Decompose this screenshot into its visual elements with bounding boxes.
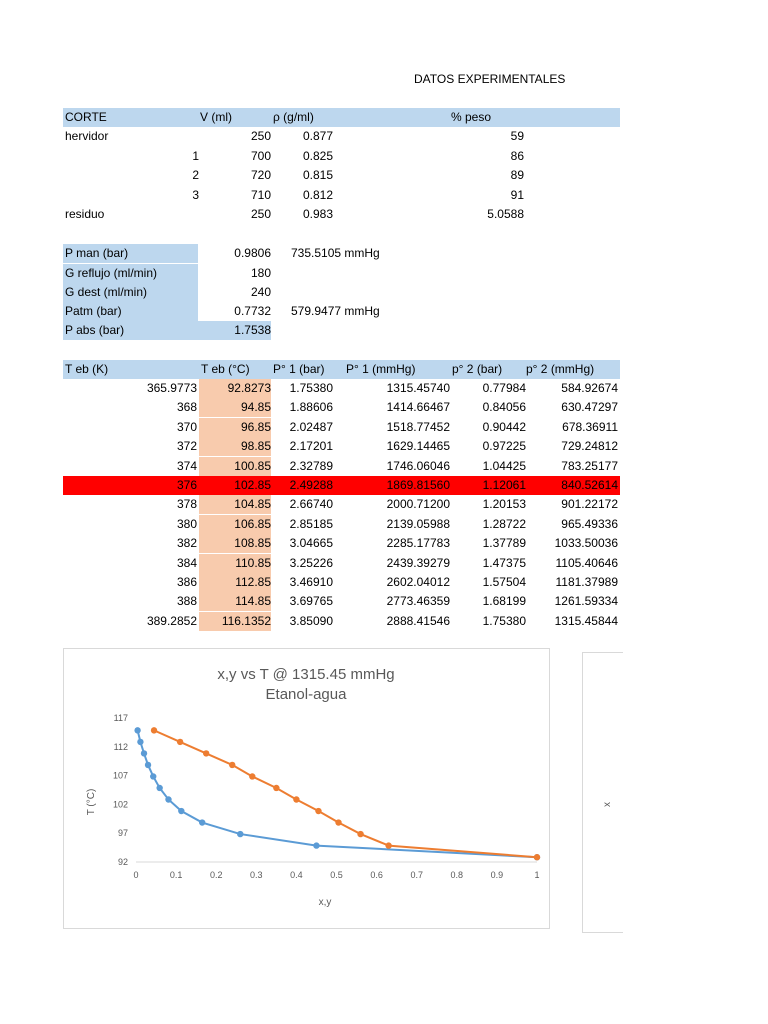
p1-mmhg: 2285.17783	[386, 536, 450, 551]
x-tick-label: 0.6	[370, 870, 383, 880]
corte-weight: 5.0588	[487, 207, 524, 221]
header-p2-mmhg: p° 2 (mmHg)	[526, 362, 595, 376]
param-value: 0.7732	[234, 304, 271, 318]
p2-mmhg: 1261.59334	[554, 594, 618, 609]
corte-label: hervidor	[65, 129, 109, 143]
corte-label: residuo	[65, 207, 105, 221]
p1-bar: 2.02487	[289, 419, 333, 434]
header-weight-percent: % peso	[451, 110, 492, 124]
p2-mmhg: 1181.37989	[555, 575, 618, 589]
chart-svg	[64, 649, 549, 928]
p1-mmhg: 2139.05988	[386, 516, 450, 531]
p2-bar: 1.12061	[482, 478, 526, 492]
param-label: G dest (ml/min)	[63, 283, 198, 302]
table-row	[63, 554, 620, 573]
x-tick-label: 0.7	[410, 870, 423, 880]
teb-k: 384	[176, 555, 197, 570]
p1-mmhg: 1315.45740	[386, 381, 450, 395]
teb-k: 378	[176, 497, 197, 512]
p1-bar: 2.32789	[289, 458, 333, 473]
x-tick-label: 0	[133, 870, 139, 880]
teb-k: 365.9773	[146, 381, 197, 395]
teb-c: 98.85	[199, 437, 271, 456]
param-row	[63, 302, 463, 321]
chart-title: x,y vs T @ 1315.45 mmHg	[217, 666, 395, 683]
teb-c: 106.85	[199, 515, 271, 534]
series-1-point	[249, 773, 255, 779]
series-0-point	[137, 739, 143, 745]
y-tick-label: 102	[112, 799, 128, 810]
corte-volume: 250	[250, 129, 271, 143]
p1-bar: 2.17201	[289, 439, 333, 454]
param-label: Patm (bar)	[63, 302, 198, 321]
y-tick-label: 97	[117, 828, 128, 839]
p1-bar: 3.04665	[289, 536, 333, 551]
teb-k: 372	[176, 439, 197, 454]
corte-volume: 720	[250, 168, 271, 182]
y-tick-label: 117	[113, 713, 128, 723]
second-chart-partial[interactable]	[582, 652, 623, 933]
x-tick-label: 1	[534, 870, 540, 880]
chart-subtitle: Etanol-agua	[265, 686, 347, 703]
series-0-point	[141, 750, 147, 756]
teb-c: 116.1352	[199, 612, 271, 631]
p2-bar: 0.97225	[482, 439, 526, 454]
series-0-point	[145, 762, 151, 768]
p2-mmhg: 965.49336	[561, 516, 618, 531]
header-p1-mmhg: P° 1 (mmHg)	[346, 362, 416, 376]
vle-chart[interactable]	[63, 648, 550, 929]
series-1-point	[151, 727, 157, 733]
corte-density: 0.877	[302, 129, 333, 143]
y-tick-label: 107	[112, 770, 128, 781]
p1-bar: 3.46910	[289, 575, 333, 589]
corte-density: 0.983	[302, 207, 333, 221]
teb-c: 102.85	[234, 478, 271, 492]
teb-k: 389.2852	[146, 613, 197, 628]
corte-weight: 91	[510, 188, 524, 202]
series-0-point	[178, 808, 184, 814]
p2-mmhg: 1033.50036	[554, 536, 618, 551]
corte-volume: 250	[250, 207, 271, 221]
teb-k: 368	[176, 400, 197, 415]
x-tick-label: 0.9	[490, 870, 504, 880]
corte-density: 0.812	[302, 188, 333, 202]
series-0-point	[134, 727, 140, 733]
table-row	[63, 418, 620, 437]
series-0-point	[165, 796, 171, 802]
param-label: P abs (bar)	[63, 321, 198, 340]
series-1-point	[177, 739, 183, 745]
p1-mmhg: 1869.81560	[386, 478, 450, 492]
teb-c: 96.85	[199, 418, 271, 437]
teb-k: 370	[176, 419, 197, 434]
param-value: 180	[250, 266, 271, 280]
x-tick-label: 0.8	[450, 870, 464, 880]
p1-mmhg: 1629.14465	[386, 439, 450, 454]
header-teb-c: T eb (°C)	[201, 362, 250, 376]
teb-k: 380	[176, 516, 197, 531]
temp-table-header-row	[63, 360, 620, 379]
p2-bar: 1.04425	[482, 458, 526, 473]
table-row	[63, 495, 620, 514]
teb-c: 112.85	[199, 573, 271, 592]
p1-bar: 3.25226	[289, 555, 333, 570]
series-1-line	[154, 730, 537, 857]
corte-weight: 89	[510, 168, 524, 182]
x-axis-label: x,y	[318, 897, 332, 908]
p2-mmhg: 1105.40646	[555, 555, 618, 570]
table-row	[63, 127, 620, 146]
x-tick-label: 0.1	[169, 870, 183, 880]
x-tick-label: 0.2	[209, 870, 223, 880]
p1-mmhg: 2000.71200	[386, 497, 450, 512]
teb-c: 94.85	[199, 398, 271, 417]
table-row	[63, 205, 620, 224]
x-tick-label: 0.5	[330, 870, 343, 880]
p2-bar: 1.75380	[482, 613, 526, 628]
param-value: 240	[250, 285, 271, 299]
param-row	[63, 264, 463, 283]
p2-mmhg: 840.52614	[561, 478, 618, 492]
p1-bar: 3.85090	[289, 613, 333, 628]
teb-c: 104.85	[199, 495, 271, 514]
teb-c: 108.85	[199, 534, 271, 553]
table-row	[63, 457, 620, 476]
p2-bar: 0.90442	[482, 419, 526, 434]
table-row	[63, 573, 620, 592]
y-tick-label: 92	[117, 857, 128, 867]
p1-bar: 1.75380	[289, 381, 333, 395]
table-row	[63, 186, 620, 205]
corte-weight: 86	[510, 149, 524, 163]
p2-bar: 1.37789	[482, 536, 526, 551]
series-1-point	[229, 762, 235, 768]
corte-label: 3	[192, 188, 199, 202]
param-label: P man (bar)	[63, 244, 198, 263]
table-row	[63, 612, 620, 631]
p1-mmhg: 1746.06046	[386, 458, 450, 473]
param-value: 0.9806	[234, 246, 271, 260]
series-0-point	[150, 773, 156, 779]
header-volume: V (ml)	[200, 110, 232, 124]
p1-mmhg: 2888.41546	[386, 613, 450, 628]
corte-volume: 700	[250, 149, 271, 163]
table-row	[63, 398, 620, 417]
header-p2-bar: p° 2 (bar)	[452, 362, 503, 376]
x-tick-label: 0.3	[250, 870, 263, 880]
p2-mmhg: 678.36911	[562, 419, 618, 434]
teb-k: 374	[176, 458, 197, 473]
table-row	[63, 437, 620, 456]
series-0-point	[237, 831, 243, 837]
chart-series	[134, 727, 540, 860]
table-row	[63, 166, 620, 185]
x-tick-label: 0.4	[290, 870, 303, 880]
series-1-point	[357, 831, 363, 837]
page-title: DATOS EXPERIMENTALES	[414, 72, 566, 86]
p1-mmhg: 2602.04012	[386, 575, 450, 589]
p2-bar: 1.20153	[482, 497, 526, 512]
cortes-header-row	[63, 108, 620, 127]
corte-volume: 710	[250, 188, 271, 202]
header-density: ρ (g/ml)	[273, 110, 314, 124]
p2-mmhg: 729.24812	[561, 439, 618, 454]
header-teb-k: T eb (K)	[65, 362, 109, 376]
series-1-point	[273, 785, 279, 791]
series-0-point	[313, 842, 319, 848]
corte-label: 2	[192, 168, 199, 182]
p1-bar: 2.66740	[289, 497, 333, 512]
table-row	[63, 476, 620, 495]
p2-mmhg: 630.47297	[561, 400, 618, 415]
teb-k: 388	[176, 594, 197, 609]
p2-bar: 1.47375	[482, 555, 526, 570]
p1-mmhg: 1414.66467	[386, 400, 450, 415]
p1-bar: 2.49288	[289, 478, 333, 492]
p2-mmhg: 783.25177	[561, 458, 618, 473]
y-tick-label: 112	[113, 741, 128, 752]
corte-label: 1	[192, 149, 199, 163]
p1-bar: 3.69765	[289, 594, 333, 609]
corte-weight: 59	[510, 129, 524, 143]
series-1-point	[385, 842, 391, 848]
p2-bar: 1.57504	[482, 575, 526, 589]
series-1-point	[335, 819, 341, 825]
p2-mmhg: 901.22172	[561, 497, 618, 512]
p1-bar: 2.85185	[289, 516, 333, 531]
header-corte: CORTE	[65, 110, 107, 124]
teb-k: 382	[176, 536, 197, 551]
param-row	[63, 244, 463, 263]
series-1-point	[203, 750, 209, 756]
series-0-point	[156, 785, 162, 791]
param-row	[63, 321, 463, 340]
corte-density: 0.825	[302, 149, 333, 163]
teb-c: 114.85	[199, 592, 271, 611]
p2-bar: 0.77984	[482, 381, 526, 395]
p2-mmhg: 584.92674	[561, 381, 618, 395]
series-1-point	[315, 808, 321, 814]
p1-bar: 1.88606	[289, 400, 333, 415]
teb-c: 110.85	[199, 554, 271, 573]
table-row	[63, 379, 620, 398]
y-axis-label: T (°C)	[86, 788, 97, 816]
param-extra: 735.5105 mmHg	[291, 246, 380, 260]
p2-bar: 0.84056	[482, 400, 526, 415]
table-row	[63, 147, 620, 166]
param-row	[63, 283, 463, 302]
teb-c: 100.85	[199, 457, 271, 476]
p1-mmhg: 2773.46359	[386, 594, 450, 609]
p2-bar: 1.68199	[482, 594, 526, 609]
table-row	[63, 592, 620, 611]
param-extra: 579.9477 mmHg	[291, 304, 380, 318]
series-1-point	[534, 854, 540, 860]
table-row	[63, 515, 620, 534]
series-0-point	[199, 819, 205, 825]
p2-bar: 1.28722	[482, 516, 526, 531]
series-1-point	[293, 796, 299, 802]
table-row	[63, 534, 620, 553]
second-chart-y-label: x	[602, 802, 613, 807]
p1-mmhg: 2439.39279	[386, 555, 450, 570]
teb-k: 386	[176, 575, 197, 589]
corte-density: 0.815	[302, 168, 333, 182]
p2-mmhg: 1315.45844	[554, 613, 618, 628]
teb-k: 376	[176, 478, 197, 492]
p1-mmhg: 1518.77452	[386, 419, 450, 434]
teb-c: 92.8273	[199, 379, 271, 398]
header-p1-bar: P° 1 (bar)	[273, 362, 325, 376]
param-value: 1.7538	[198, 321, 271, 340]
param-label: G reflujo (ml/min)	[63, 264, 198, 283]
